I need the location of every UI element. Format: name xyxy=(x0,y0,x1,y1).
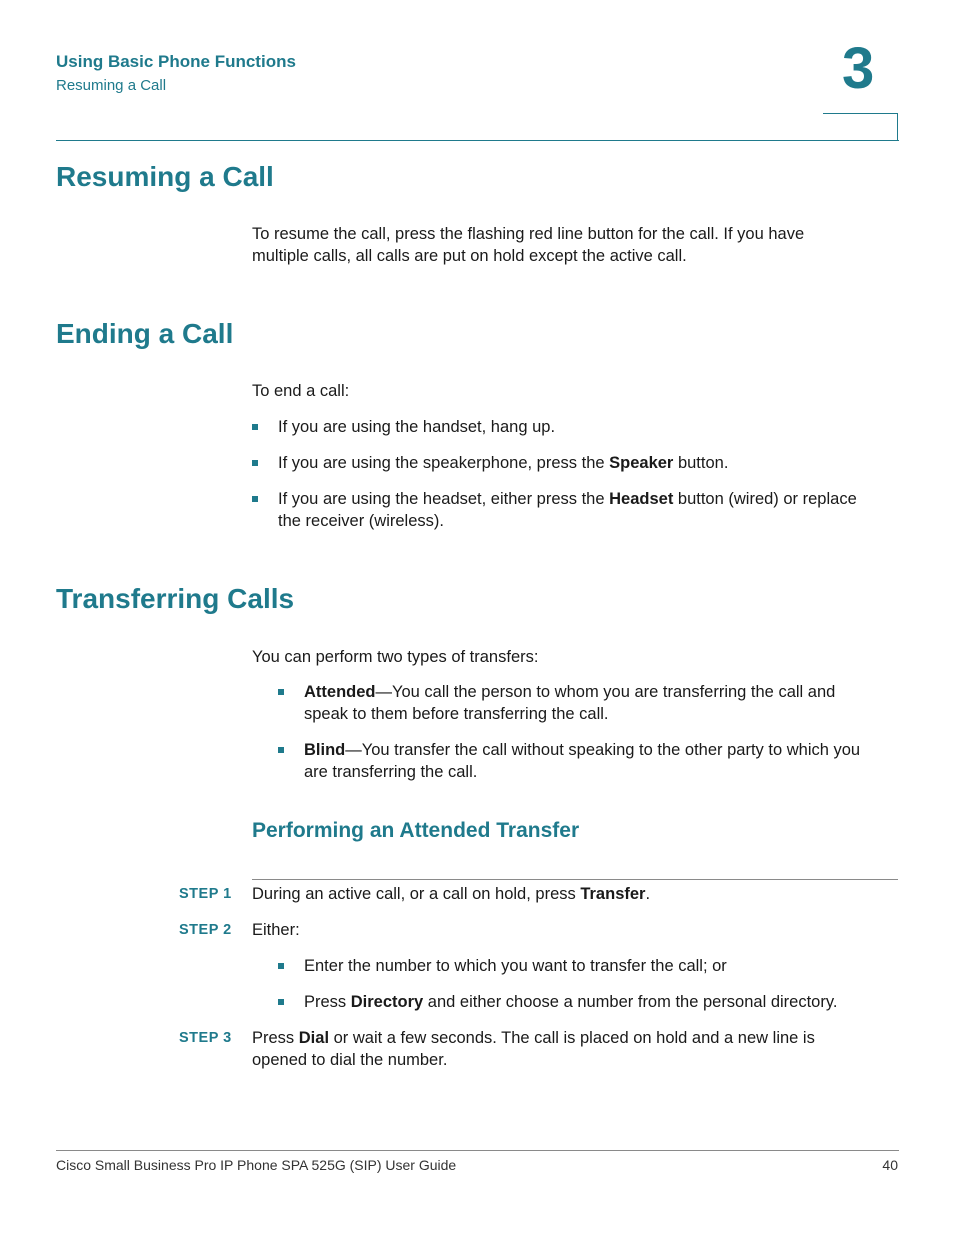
bullet-square-icon xyxy=(252,424,258,430)
running-header-section: Resuming a Call xyxy=(56,77,167,94)
chapter-number: 3 xyxy=(842,36,875,101)
bullet-text: Attended—You call the person to whom you are transferring the call and speak to them before transferring the call. xyxy=(304,683,836,723)
resuming-paragraph xyxy=(252,223,898,267)
bullet-text: If you are using the handset, hang up. xyxy=(278,418,556,436)
bullet-square-icon xyxy=(278,689,284,695)
step-2-text: Either: xyxy=(252,921,300,939)
resuming-line-1: To resume the call, press the flashing red line button for the call. If you have xyxy=(252,225,805,243)
bullet-square-icon xyxy=(278,999,284,1005)
step-1-text: During an active call, or a call on hold, press Transfer. xyxy=(252,885,651,903)
running-header-chapter: Using Basic Phone Functions xyxy=(56,52,296,71)
resuming-line-2: multiple calls, all calls are put on hold except the active call. xyxy=(252,247,687,265)
bullet-text: Enter the number to which you want to transfer the call; or xyxy=(304,957,727,975)
steps-rule xyxy=(252,879,898,880)
transferring-intro: You can perform two types of transfers: xyxy=(252,648,539,666)
step-2-label: STEP 2 xyxy=(179,922,232,938)
bullet-text: If you are using the headset, either press the Headset button (wired) or replace the receiver (wireless). xyxy=(278,490,857,530)
bullet-text: If you are using the speakerphone, press the Speaker button. xyxy=(278,454,729,472)
heading-resuming-a-call: Resuming a Call xyxy=(56,161,274,192)
bullet-square-icon xyxy=(252,496,258,502)
bullet-text: Press Directory and either choose a number from the personal directory. xyxy=(304,993,838,1011)
footer-page-number: 40 xyxy=(882,1157,898,1173)
bullet-square-icon xyxy=(278,963,284,969)
step-3-label: STEP 3 xyxy=(179,1030,232,1046)
bullet-square-icon xyxy=(278,747,284,753)
chapter-tab-box xyxy=(823,113,898,140)
footer-rule xyxy=(56,1150,899,1151)
heading-ending-a-call: Ending a Call xyxy=(56,318,234,349)
step-1-label: STEP 1 xyxy=(179,886,232,902)
bullet-text: Blind—You transfer the call without speaking to the other party to which you are transferring the call. xyxy=(304,741,861,781)
heading-performing-attended-transfer: Performing an Attended Transfer xyxy=(252,819,580,842)
bullet-square-icon xyxy=(252,460,258,466)
header-rule xyxy=(56,140,899,141)
ending-intro: To end a call: xyxy=(252,382,350,400)
footer-guide-title: Cisco Small Business Pro IP Phone SPA 525G (SIP) User Guide xyxy=(56,1157,457,1173)
step-3-text: Press Dial or wait a few seconds. The call is placed on hold and a new line is opened to dial the number. xyxy=(252,1029,815,1069)
heading-transferring-calls: Transferring Calls xyxy=(56,583,295,614)
